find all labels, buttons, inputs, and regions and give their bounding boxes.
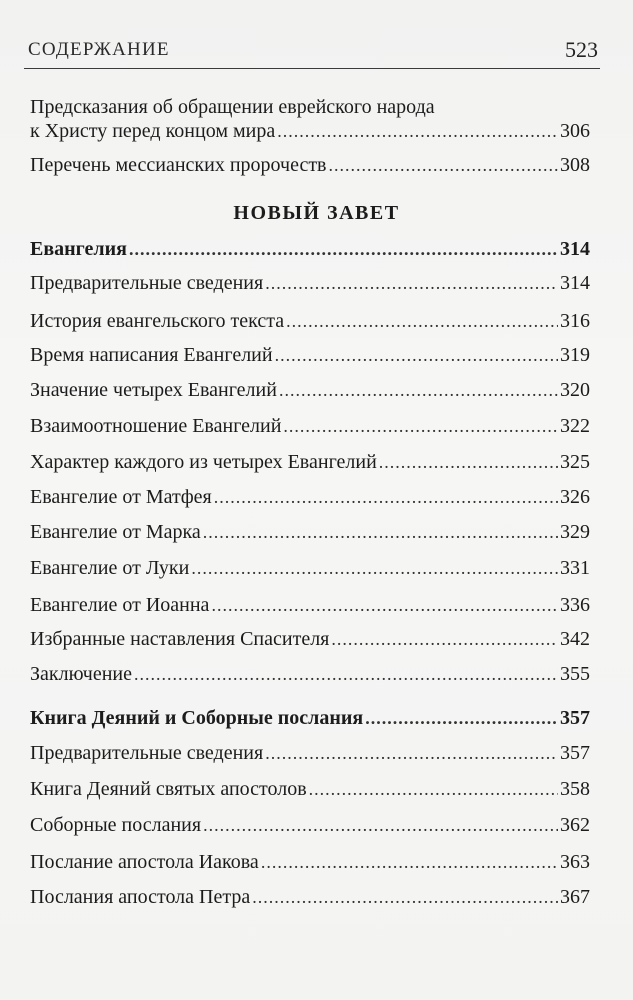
toc-entry-label: Послания апостола Петра — [30, 886, 251, 908]
toc-entry-label: Книга Деяний святых апостолов — [30, 778, 307, 800]
toc-entry-page: 358 — [560, 778, 590, 800]
toc-entry[interactable] — [30, 847, 590, 877]
toc-entry-page: 342 — [560, 628, 590, 650]
toc-entry[interactable] — [30, 810, 590, 840]
dot-leader — [283, 411, 558, 441]
toc-entry-page: 314 — [560, 272, 590, 294]
toc-entry-page: 357 — [560, 707, 590, 729]
toc-entry-line1: Предсказания об обращении еврейского народа — [30, 96, 435, 118]
toc-entry-page: 331 — [560, 557, 590, 579]
toc-entry-page: 325 — [560, 451, 590, 473]
dot-leader — [277, 116, 558, 146]
toc-entry-page: 306 — [560, 120, 590, 142]
toc-entry[interactable] — [30, 482, 590, 512]
toc-entry-heading[interactable] — [30, 703, 590, 733]
toc-entry[interactable] — [30, 517, 590, 547]
dot-leader — [252, 882, 558, 912]
running-title: СОДЕРЖАНИЕ — [28, 39, 170, 60]
toc-entry-page: 329 — [560, 521, 590, 543]
dot-leader — [265, 738, 558, 768]
toc-entry-label: Взаимоотношение Евангелий — [30, 415, 282, 437]
toc-entry-page: 362 — [560, 814, 590, 836]
toc-entry-label: Характер каждого из четырех Евангелий — [30, 451, 377, 473]
page-number: 523 — [565, 37, 598, 62]
toc-entry-label: Евангелие от Луки — [30, 557, 190, 579]
toc-entry-label: к Христу перед концом мира — [30, 120, 276, 142]
toc-entry-label: Евангелие от Матфея — [30, 486, 212, 508]
dot-leader — [203, 517, 558, 547]
toc-entry[interactable] — [30, 659, 590, 689]
toc-entry[interactable] — [30, 411, 590, 441]
toc-entry-page: 320 — [560, 379, 590, 401]
toc-entry[interactable] — [30, 150, 590, 180]
toc-entry-label: История евангельского текста — [30, 310, 285, 332]
toc-entry-label: Евангелие от Марка — [30, 521, 201, 543]
toc-entry-label: Евангелие от Иоанна — [30, 594, 210, 616]
toc-entry-page: 355 — [560, 663, 590, 685]
dot-leader — [279, 375, 558, 405]
dot-leader — [379, 447, 558, 477]
toc-entry-heading[interactable] — [30, 234, 590, 264]
dot-leader — [134, 659, 558, 689]
toc-entry-page: 319 — [560, 344, 590, 366]
toc-entry-label: Предварительные сведения — [30, 742, 264, 764]
toc-entry[interactable] — [30, 268, 590, 298]
toc-entry[interactable] — [30, 116, 590, 146]
dot-leader — [286, 306, 558, 336]
toc-entry-label: Перечень мессианских пророчеств — [30, 154, 327, 176]
section-title: НОВЫЙ ЗАВЕТ — [233, 202, 400, 224]
toc-entry[interactable] — [30, 375, 590, 405]
toc-entry-page: 322 — [560, 415, 590, 437]
toc-entry-page: 367 — [560, 886, 590, 908]
toc-entry-page: 314 — [560, 238, 590, 260]
dot-leader — [261, 847, 558, 877]
dot-leader — [191, 553, 558, 583]
dot-leader — [365, 703, 558, 733]
toc-entry-label: Евангелия — [30, 238, 127, 260]
dot-leader — [309, 774, 558, 804]
toc-entry-label: Значение четырех Евангелий — [30, 379, 277, 401]
toc-entry-page: 326 — [560, 486, 590, 508]
toc-entry-label: Книга Деяний и Соборные послания — [30, 707, 364, 729]
dot-leader — [329, 150, 558, 180]
toc-entry[interactable] — [30, 882, 590, 912]
toc-entry[interactable] — [30, 447, 590, 477]
toc-entry[interactable] — [30, 774, 590, 804]
toc-entry-label: Соборные послания — [30, 814, 202, 836]
toc-entry[interactable] — [30, 624, 590, 654]
toc-entry-label: Заключение — [30, 663, 132, 685]
toc-entry[interactable] — [30, 738, 590, 768]
dot-leader — [214, 482, 558, 512]
toc-entry-page: 316 — [560, 310, 590, 332]
toc-entry-label: Время написания Евангелий — [30, 344, 273, 366]
toc-entry[interactable] — [30, 306, 590, 336]
toc-entry-label: Избранные наставления Спасителя — [30, 628, 330, 650]
dot-leader — [129, 234, 558, 264]
toc-entry-label: Предварительные сведения — [30, 272, 264, 294]
toc-entry-page: 357 — [560, 742, 590, 764]
dot-leader — [211, 590, 558, 620]
dot-leader — [203, 810, 558, 840]
toc-entry-label: Послание апостола Иакова — [30, 851, 259, 873]
toc-entry-page: 308 — [560, 154, 590, 176]
toc-entry-page: 336 — [560, 594, 590, 616]
toc-entry[interactable] — [30, 340, 590, 370]
dot-leader — [265, 268, 558, 298]
toc-entry[interactable] — [30, 553, 590, 583]
toc-entry-page: 363 — [560, 851, 590, 873]
dot-leader — [275, 340, 558, 370]
toc-entry[interactable] — [30, 590, 590, 620]
dot-leader — [331, 624, 558, 654]
